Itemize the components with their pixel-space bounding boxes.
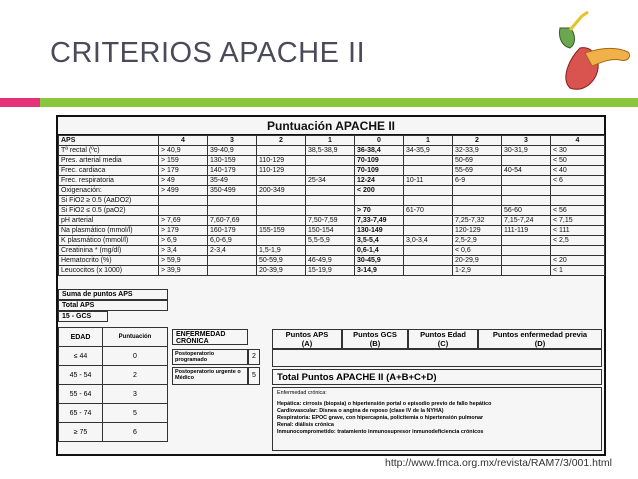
aps-cell: < 6: [551, 176, 605, 186]
aps-cell: 32-33,9: [453, 146, 502, 156]
aps-cell: 6-9: [453, 176, 502, 186]
aps-cell: [404, 186, 453, 196]
aps-cell: 56-60: [502, 206, 551, 216]
points-gcs: Puntos GCS (B): [342, 329, 408, 349]
age-row: [59, 385, 168, 404]
age-table: [58, 327, 168, 442]
aps-parameter: Pres. arterial media: [59, 156, 159, 166]
aps-cell: [257, 236, 306, 246]
aps-cell: 3,5-5,4: [355, 236, 404, 246]
aps-cell: > 70: [355, 206, 404, 216]
aps-cell: [257, 146, 306, 156]
aps-header-cell: 4: [159, 136, 208, 146]
aps-cell: < 0,6: [453, 246, 502, 256]
aps-cell: [208, 196, 257, 206]
aps-cell: 110-129: [257, 166, 306, 176]
aps-cell: [159, 196, 208, 206]
aps-row: [59, 186, 605, 196]
aps-cell: 7,25-7,32: [453, 216, 502, 226]
aps-cell: 130-149: [355, 226, 404, 236]
aps-cell: 2,5-2,9: [453, 236, 502, 246]
aps-row: [59, 196, 605, 206]
aps-cell: > 49: [159, 176, 208, 186]
aps-cell: [306, 206, 355, 216]
aps-header-cell: 1: [306, 136, 355, 146]
aps-cell: 20-39,9: [257, 266, 306, 276]
aps-cell: 130-159: [208, 156, 257, 166]
aps-cell: [404, 216, 453, 226]
aps-row: [59, 256, 605, 266]
age-range: ≥ 75: [59, 423, 103, 442]
aps-cell: > 59,9: [159, 256, 208, 266]
aps-row: [59, 226, 605, 236]
aps-parameter: Si FiO2 ≥ 0.5 (AaDO2): [59, 196, 159, 206]
aps-parameter: Oxigenación:: [59, 186, 159, 196]
aps-cell: [551, 246, 605, 256]
slide-title: CRITERIOS APACHE II: [50, 37, 366, 69]
table-title: Puntuación APACHE II: [58, 117, 604, 135]
aps-row: [59, 206, 605, 216]
aps-cell: 2-3,4: [208, 246, 257, 256]
aps-cell: 36-38,4: [355, 146, 404, 156]
pancreas-illustration: [540, 8, 635, 93]
aps-header-cell: 2: [453, 136, 502, 146]
aps-parameter: Si FiO2 ≤ 0.5 (paO2): [59, 206, 159, 216]
aps-row: [59, 166, 605, 176]
aps-cell: 50-69: [453, 156, 502, 166]
aps-parameter: Na plasmático (mmol/l): [59, 226, 159, 236]
aps-cell: [502, 176, 551, 186]
aps-cell: 7,33-7,49: [355, 216, 404, 226]
points-aps: Puntos APS (A): [272, 329, 342, 349]
aps-row: [59, 156, 605, 166]
aps-cell: < 50: [551, 156, 605, 166]
aps-row: [59, 146, 605, 156]
aps-cell: > 39,9: [159, 266, 208, 276]
accent-bar-pink: [0, 98, 40, 107]
age-header: EDAD: [59, 328, 103, 347]
age-points: 0: [103, 347, 168, 366]
aps-parameter: Leucocitos (x 1000): [59, 266, 159, 276]
aps-cell: 110-129: [257, 156, 306, 166]
aps-cell: 46-49,9: [306, 256, 355, 266]
aps-row: [59, 176, 605, 186]
aps-cell: > 179: [159, 226, 208, 236]
aps-cell: 140-179: [208, 166, 257, 176]
aps-cell: [404, 256, 453, 266]
aps-cell: [404, 266, 453, 276]
aps-cell: 3-14,9: [355, 266, 404, 276]
aps-header-cell: 1: [404, 136, 453, 146]
age-row: [59, 404, 168, 423]
gcs-label: 15 - GCS: [58, 311, 108, 322]
aps-header-cell: 2: [257, 136, 306, 146]
aps-cell: > 179: [159, 166, 208, 176]
aps-parameter: Creatinina * (mg/dl): [59, 246, 159, 256]
aps-cell: 200-349: [257, 186, 306, 196]
aps-cell: 3,0-3,4: [404, 236, 453, 246]
aps-row: [59, 266, 605, 276]
aps-cell: [306, 156, 355, 166]
aps-cell: 38,5-38,9: [306, 146, 355, 156]
total-aps-label: Total APS: [58, 300, 168, 311]
aps-cell: < 200: [355, 186, 404, 196]
aps-cell: [404, 156, 453, 166]
points-values-row: [272, 349, 602, 367]
aps-header-cell: 4: [551, 136, 605, 146]
aps-cell: [306, 246, 355, 256]
aps-cell: < 111: [551, 226, 605, 236]
aps-cell: > 40,9: [159, 146, 208, 156]
aps-cell: 30-31,9: [502, 146, 551, 156]
aps-cell: > 499: [159, 186, 208, 196]
age-points-header: Puntuación: [103, 328, 168, 347]
aps-parameter: pH arterial: [59, 216, 159, 226]
aps-cell: 12-24: [355, 176, 404, 186]
aps-cell: < 20: [551, 256, 605, 266]
aps-cell: 155-159: [257, 226, 306, 236]
aps-cell: [453, 206, 502, 216]
aps-cell: [404, 196, 453, 206]
post-programmed-value: 2: [248, 349, 260, 365]
aps-cell: > 159: [159, 156, 208, 166]
age-range: 45 - 54: [59, 366, 103, 385]
aps-header-cell: 3: [502, 136, 551, 146]
age-row: [59, 366, 168, 385]
aps-cell: [551, 186, 605, 196]
aps-cell: 70-109: [355, 166, 404, 176]
aps-cell: 15-19,9: [306, 266, 355, 276]
aps-cell: [453, 196, 502, 206]
aps-cell: < 2,5: [551, 236, 605, 246]
aps-cell: 111-119: [502, 226, 551, 236]
points-edad: Puntos Edad (C): [408, 329, 478, 349]
aps-header-cell: 0: [355, 136, 404, 146]
source-link[interactable]: http://www.fmca.org.mx/revista/RAM7/3/001.html: [385, 457, 612, 469]
aps-parameter: Tª rectal (ºc): [59, 146, 159, 156]
aps-cell: 7,15-7,24: [502, 216, 551, 226]
aps-cell: [502, 196, 551, 206]
chronic-notes: Enfermedad crónica: Hepática: cirrosis (biopsia) o hipertensión portal o episodio previo de fallo hepático Cardiovascular: Disnea o angina de reposo (clase IV de la NYHA) Respiratoria: EPOC grave, con hipercapnia, policitemia o hipertensión pulmonar Renal: diálisis crónica Inmunocomprometido: tratamiento inmunosupresor inmunodeficiencia crónicos: [272, 387, 602, 451]
aps-header-cell: APS: [59, 136, 159, 146]
aps-cell: [306, 196, 355, 206]
aps-cell: > 7,69: [159, 216, 208, 226]
aps-cell: 0,6-1,4: [355, 246, 404, 256]
aps-cell: 20-29,9: [453, 256, 502, 266]
aps-row: [59, 236, 605, 246]
sum-aps-label: Suma de puntos APS: [58, 289, 168, 300]
aps-cell: 35-49: [208, 176, 257, 186]
points-prev: Puntos enfermedad previa (D): [478, 329, 602, 349]
aps-cell: 1,5-1,9: [257, 246, 306, 256]
aps-cell: [208, 206, 257, 216]
total-apache: Total Puntos APACHE II (A+B+C+D): [272, 369, 602, 385]
aps-parameter: K plasmático (mmol/l): [59, 236, 159, 246]
aps-cell: [257, 196, 306, 206]
aps-parameter: Frec. cardiaca: [59, 166, 159, 176]
aps-cell: 30-45,9: [355, 256, 404, 266]
aps-cell: 39-40,9: [208, 146, 257, 156]
age-points: 3: [103, 385, 168, 404]
aps-cell: [306, 166, 355, 176]
aps-table: [58, 135, 605, 276]
aps-cell: 350-499: [208, 186, 257, 196]
aps-cell: > 6,9: [159, 236, 208, 246]
aps-cell: [208, 256, 257, 266]
age-row: [59, 423, 168, 442]
apache-table-image: [56, 115, 606, 456]
post-urgent: Postoperatorio urgente o Médico: [172, 367, 248, 385]
aps-cell: 55-69: [453, 166, 502, 176]
aps-row: [59, 246, 605, 256]
aps-cell: [502, 156, 551, 166]
aps-cell: 1-2,9: [453, 266, 502, 276]
aps-header-row: [59, 136, 605, 146]
accent-bar-green: [40, 98, 638, 107]
aps-cell: [502, 256, 551, 266]
age-range: ≤ 44: [59, 347, 103, 366]
aps-cell: 6,0-6,9: [208, 236, 257, 246]
aps-cell: [159, 206, 208, 216]
aps-cell: 34-35,9: [404, 146, 453, 156]
age-points: 6: [103, 423, 168, 442]
aps-cell: 10-11: [404, 176, 453, 186]
aps-cell: 120-129: [453, 226, 502, 236]
aps-cell: 25-34: [306, 176, 355, 186]
aps-cell: < 7,15: [551, 216, 605, 226]
aps-parameter: Frec. respiratoria: [59, 176, 159, 186]
aps-cell: 7,50-7,59: [306, 216, 355, 226]
aps-cell: < 56: [551, 206, 605, 216]
post-urgent-value: 5: [248, 367, 260, 385]
aps-cell: 61-70: [404, 206, 453, 216]
aps-cell: 50-59,9: [257, 256, 306, 266]
age-range: 55 - 64: [59, 385, 103, 404]
aps-cell: [502, 186, 551, 196]
aps-cell: 5,5-5,9: [306, 236, 355, 246]
aps-cell: [257, 206, 306, 216]
aps-cell: < 30: [551, 146, 605, 156]
age-points: 2: [103, 366, 168, 385]
aps-parameter: Hematocrito (%): [59, 256, 159, 266]
aps-cell: [404, 246, 453, 256]
aps-cell: 7,60-7,69: [208, 216, 257, 226]
aps-cell: 70-109: [355, 156, 404, 166]
aps-cell: [502, 266, 551, 276]
aps-cell: < 40: [551, 166, 605, 176]
aps-cell: [502, 236, 551, 246]
aps-cell: [257, 216, 306, 226]
aps-cell: 150-154: [306, 226, 355, 236]
aps-cell: < 1: [551, 266, 605, 276]
aps-row: [59, 216, 605, 226]
age-points: 5: [103, 404, 168, 423]
chronic-title: ENFERMEDAD CRÓNICA: [172, 329, 248, 345]
aps-cell: 40-54: [502, 166, 551, 176]
post-programmed: Postoperatorio programado: [172, 349, 248, 365]
aps-cell: [208, 266, 257, 276]
aps-cell: > 3,4: [159, 246, 208, 256]
aps-cell: [404, 166, 453, 176]
aps-cell: [404, 226, 453, 236]
age-range: 65 - 74: [59, 404, 103, 423]
aps-cell: 160-179: [208, 226, 257, 236]
aps-header-cell: 3: [208, 136, 257, 146]
age-row: [59, 347, 168, 366]
aps-cell: [502, 246, 551, 256]
aps-cell: [355, 196, 404, 206]
aps-cell: [257, 176, 306, 186]
aps-cell: [453, 186, 502, 196]
aps-cell: [551, 196, 605, 206]
aps-cell: [306, 186, 355, 196]
